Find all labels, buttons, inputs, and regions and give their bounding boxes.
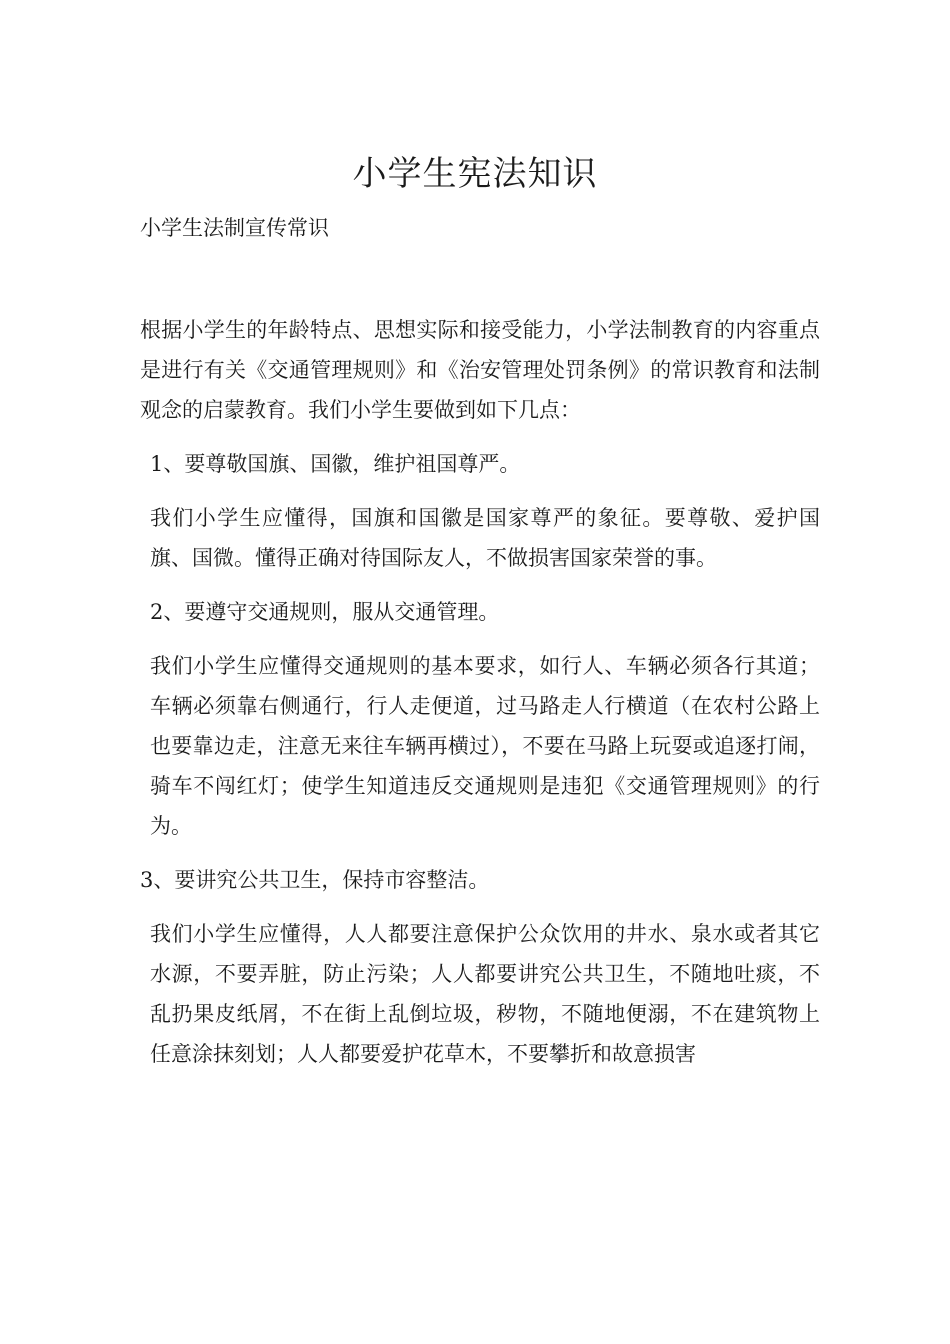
document-body <box>140 310 820 1074</box>
point-2-heading: 2、要遵守交通规则，服从交通管理。 <box>150 600 500 624</box>
point-3-heading: 3、要讲究公共卫生，保持市容整洁。 <box>140 868 490 892</box>
point-1-paragraph: 我们小学生应懂得，国旗和国徽是国家尊严的象征。要尊敬、爱护国旗、国微。懂得正确对待国际友人，不做损害国家荣誉的事。 <box>150 506 820 570</box>
document-title: 小学生宪法知识 <box>352 154 598 194</box>
point-3-paragraph: 我们小学生应懂得，人人都要注意保护公众饮用的井水、泉水或者其它水源，不要弄脏，防止污染；人人都要讲究公共卫生，不随地吐痰，不乱扔果皮纸屑，不在街上乱倒垃圾，秽物，不随地便溺，不在建筑物上任意涂抹刻划；人人都要爱护花草木，不要攀折和故意损害 <box>150 922 820 1066</box>
point-2-paragraph: 我们小学生应懂得交通规则的基本要求，如行人、车辆必须各行其道；车辆必须靠右侧通行，行人走便道，过马路走人行横道（在农村公路上也要靠边走，注意无来往车辆再横过），不要在马路上玩耍或追逐打闹，骑车不闯红灯；使学生知道违反交通规则是违犯《交通管理规则》的行为。 <box>150 654 820 838</box>
intro-paragraph: 根据小学生的年龄特点、思想实际和接受能力，小学法制教育的内容重点是进行有关《交通管理规则》和《治安管理处罚条例》的常识教育和法制观念的启蒙教育。我们小学生要做到如下几点： <box>140 318 820 422</box>
document-subtitle: 小学生法制宣传常识 <box>140 216 329 240</box>
point-1-heading: 1、要尊敬国旗、国徽，维护祖国尊严。 <box>150 452 521 476</box>
